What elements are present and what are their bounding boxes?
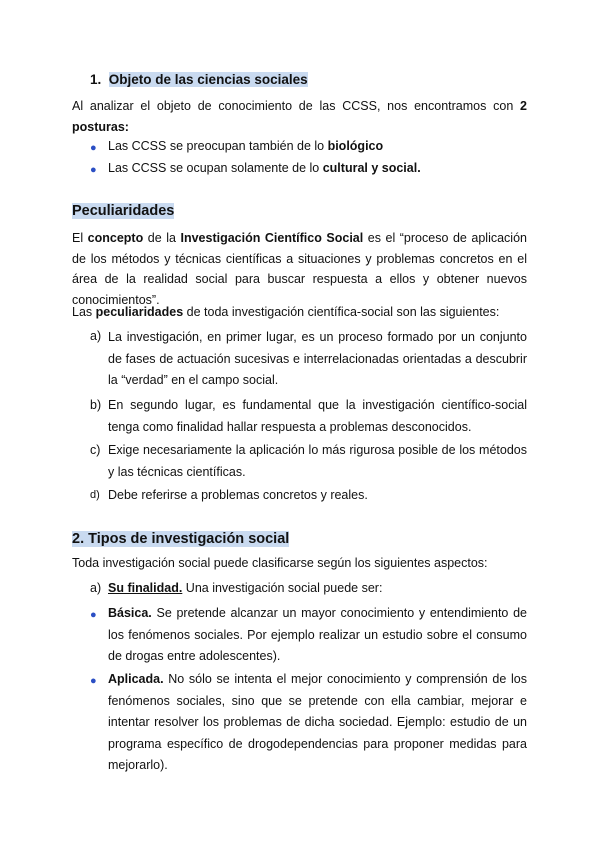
def-bold: Investigación Científico Social xyxy=(180,231,364,245)
bullet-icon: ● xyxy=(90,609,97,621)
list-item xyxy=(108,161,421,175)
definition-paragraph xyxy=(72,228,527,310)
peculiaridades-heading xyxy=(72,203,174,219)
section-2-title: 2. Tipos de investigación social xyxy=(72,531,290,547)
section-1-intro xyxy=(72,96,527,138)
section-2-intro: Toda investigación social puede clasificarse según los siguientes aspectos: xyxy=(72,556,488,570)
bullet-icon: ● xyxy=(90,142,97,154)
type-text: Se pretende alcanzar un mayor conocimiento y entendimiento de los fenómenos sociales. Por ejemplo realizar un estudio sobre el consumo de drogas entre adolescentes). xyxy=(108,606,527,663)
lead-text: Las xyxy=(72,305,96,319)
item-marker: d) xyxy=(90,489,100,501)
bullet-icon: ● xyxy=(90,675,97,687)
def-text: es el “proceso de aplicación de los métodos y técnicas científicas a situaciones y problemas concretos en el área de la realidad social para buscar respuesta a ellos y obtener nuevos conocimientos”. xyxy=(72,231,527,307)
list-item-text: Las CCSS se ocupan solamente de lo xyxy=(108,161,323,175)
item-marker: a) xyxy=(90,329,102,343)
finalidad-line xyxy=(108,581,382,595)
finalidad-text: Una investigación social puede ser: xyxy=(182,581,383,595)
item-marker: b) xyxy=(90,398,102,412)
list-item-bold: cultural y social. xyxy=(322,161,421,175)
section-1-title: Objeto de las ciencias sociales xyxy=(108,72,308,87)
intro-text: Al analizar el objeto de conocimiento de las CCSS, nos encontramos con xyxy=(72,99,521,113)
type-text: No sólo se intenta el mejor conocimiento y comprensión de los fenómenos sociales, sino que se pretende con ella cambiar, mejorar e intentar resolver los problemas de dicha sociedad. Ejemplo: estudio de un programa específico de drogodependencias para proponer medidas para mejorarlo). xyxy=(108,672,527,772)
def-text: de la xyxy=(143,231,181,245)
intro-bold: 2 posturas: xyxy=(72,99,527,134)
list-item-text: Las CCSS se preocupan también de lo xyxy=(108,139,328,153)
section-2-heading xyxy=(72,531,289,547)
section-1-number: 1. xyxy=(90,72,102,87)
type-label: Básica. xyxy=(108,606,152,620)
type-label: Aplicada. xyxy=(108,672,164,686)
list-item-bold: biológico xyxy=(327,139,384,153)
type-item-aplicada xyxy=(108,669,527,777)
section-1-heading xyxy=(90,72,308,87)
lettered-item: Exige necesariamente la aplicación lo más rigurosa posible de los métodos y las técnicas científicas. xyxy=(108,443,527,479)
lettered-item: La investigación, en primer lugar, es un proceso formado por un conjunto de fases de actuación sucesivas e interrelacionadas orientadas a descubrir la “verdad” en el campo social. xyxy=(108,330,527,387)
lead-text: de toda investigación científica-social son las siguientes: xyxy=(183,305,500,319)
lettered-item: Debe referirse a problemas concretos y reales. xyxy=(108,488,368,502)
def-text: El xyxy=(72,231,88,245)
type-item-basica xyxy=(108,603,527,668)
peculiaridades-lead xyxy=(72,305,499,319)
bullet-icon: ● xyxy=(90,164,97,176)
lead-bold: peculiaridades xyxy=(95,305,184,319)
item-marker: c) xyxy=(90,443,101,457)
item-marker: a) xyxy=(90,581,102,595)
finalidad-label: Su finalidad. xyxy=(108,581,183,595)
peculiaridades-title: Peculiaridades xyxy=(72,203,175,219)
lettered-item: En segundo lugar, es fundamental que la investigación científico-social tenga como finalidad hallar respuesta a problemas desconocidos. xyxy=(108,398,527,434)
list-item xyxy=(108,139,383,153)
def-bold: concepto xyxy=(87,231,144,245)
